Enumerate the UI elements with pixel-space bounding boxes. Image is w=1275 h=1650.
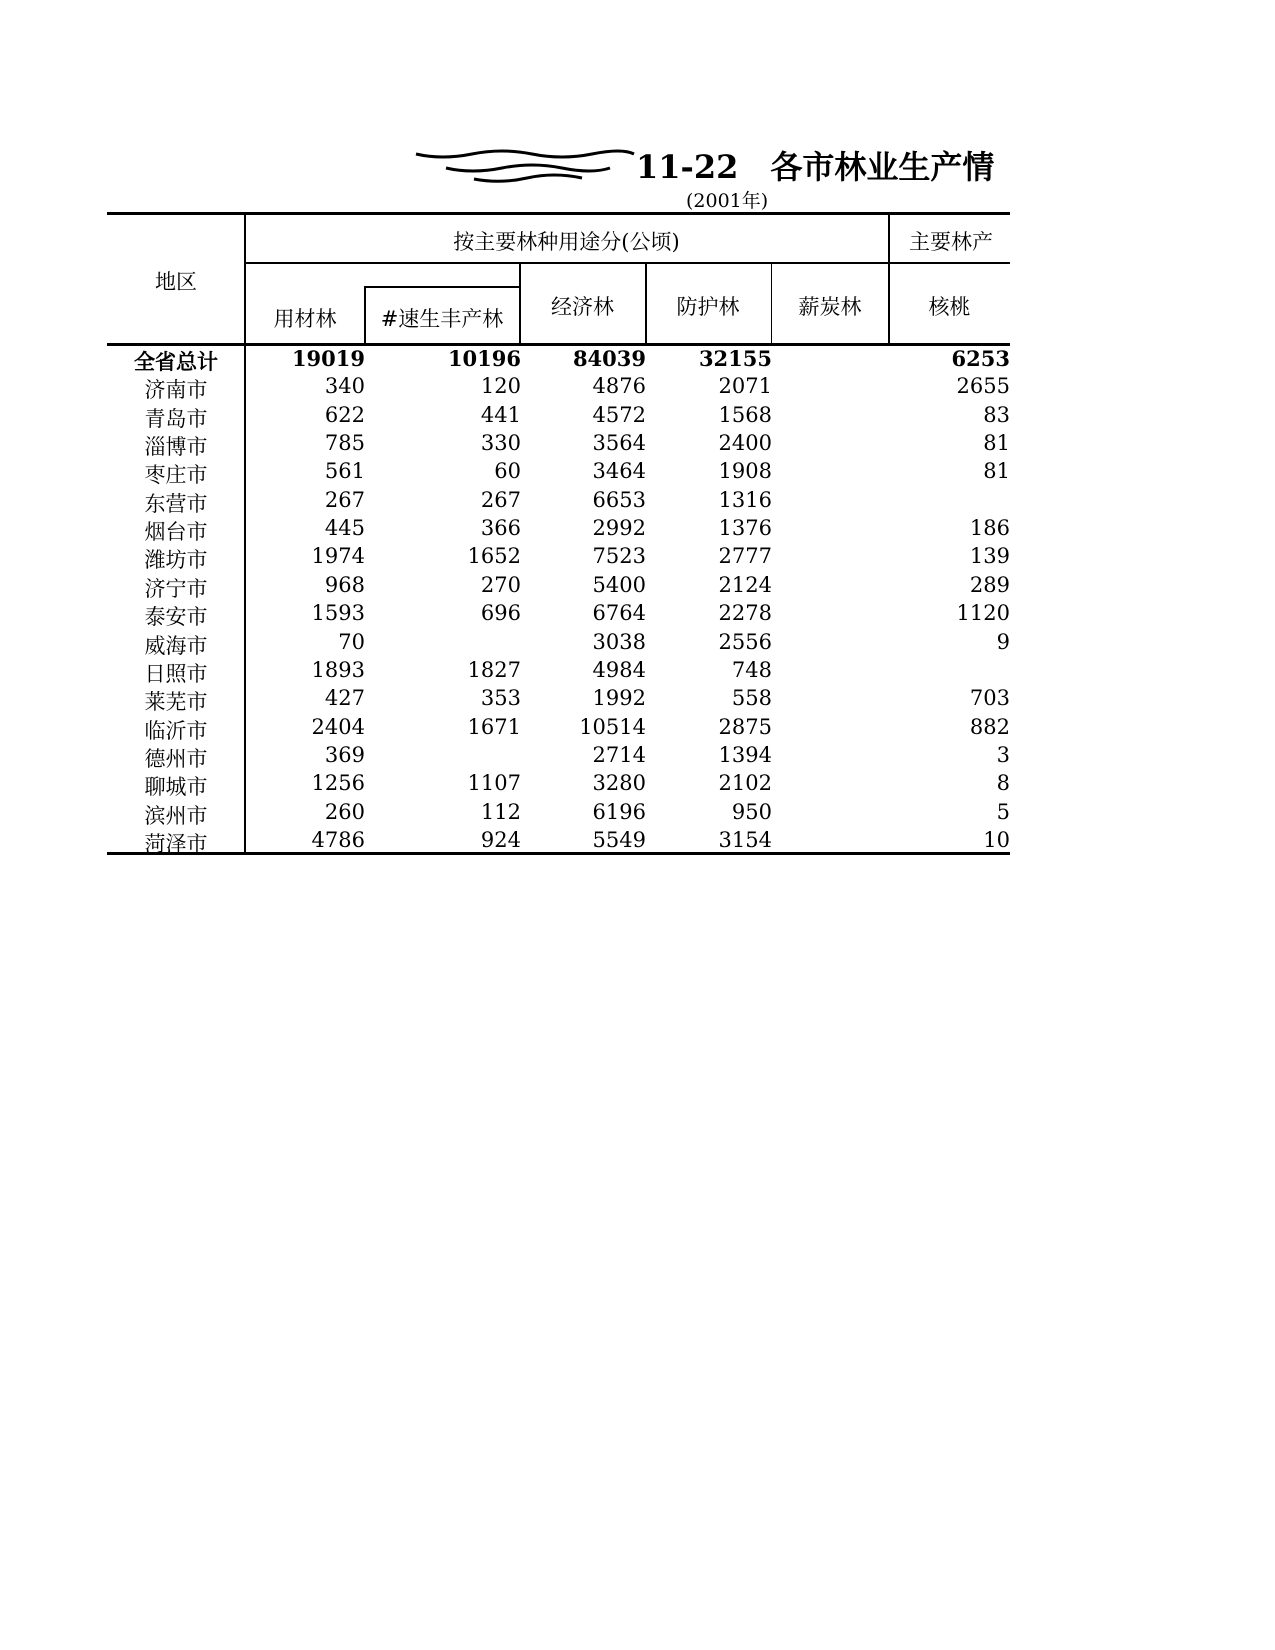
table-row [107,488,1010,516]
region-name: 滨州市 [144,803,208,828]
cell-value: 924 [480,827,521,852]
cell-value: 267 [324,487,365,512]
header-timber-forest: 用材林 [273,307,337,331]
cell-value: 1908 [718,459,772,484]
cell-value: 445 [324,516,365,541]
region-name: 济宁市 [144,576,208,601]
region-name: 青岛市 [144,406,208,431]
cell-value: 270 [480,572,521,597]
table-row [107,601,1010,629]
cell-value: 1974 [311,544,365,569]
cell-value: 81 [983,459,1010,484]
cell-value: 2102 [718,771,772,796]
cell-value: 4984 [592,657,646,682]
cell-value: 2124 [718,572,772,597]
cell-value: 3038 [592,629,646,654]
cell-value: 3564 [592,431,646,456]
cell-value: 2071 [718,374,772,399]
cell-value: 882 [969,714,1010,739]
cell-value: 6196 [592,799,646,824]
cell-value: 696 [480,601,521,626]
cell-value: 561 [324,459,365,484]
table-row-total [107,346,1010,374]
cell-value: 2875 [718,714,772,739]
region-name: 济南市 [144,378,208,403]
table-row [107,544,1010,572]
cell-value: 1394 [718,742,772,767]
table-row [107,828,1010,856]
region-name: 临沂市 [144,718,208,743]
cell-value: 1671 [467,714,521,739]
cell-value: 139 [969,544,1010,569]
header-region: 地区 [155,270,197,294]
region-name: 全省总计 [134,349,218,374]
cell-value: 2777 [718,544,772,569]
cell-value: 5400 [592,572,646,597]
cell-value: 427 [324,686,365,711]
cell-value: 186 [969,516,1010,541]
table-row [107,771,1010,799]
table-row [107,686,1010,714]
top-rule [107,212,1010,215]
sub-rule [364,286,520,288]
cell-value: 1893 [311,657,365,682]
header-fast-growing-forest: #速生丰产林 [380,307,504,331]
cell-value: 120 [480,374,521,399]
region-name: 日照市 [144,661,208,686]
cell-value: 1316 [718,487,772,512]
table-row [107,800,1010,828]
region-name: 淄博市 [144,435,208,460]
cell-value: 6653 [592,487,646,512]
cell-value: 2400 [718,431,772,456]
cell-value: 558 [731,686,772,711]
cell-value: 1120 [956,601,1010,626]
cell-value: 3280 [592,771,646,796]
cell-value: 4572 [592,402,646,427]
cell-value: 289 [969,572,1010,597]
cell-value: 10196 [447,346,521,371]
cell-value: 70 [338,629,365,654]
cell-value: 1376 [718,516,772,541]
region-name: 东营市 [144,491,208,516]
table-subtitle: (2001年) [686,190,769,212]
cell-value: 366 [480,516,521,541]
cell-value: 7523 [592,544,646,569]
header-economic-forest: 经济林 [551,295,614,319]
table-row [107,658,1010,686]
region-name: 潍坊市 [144,548,208,573]
region-name: 烟台市 [144,520,208,545]
cell-value: 369 [324,742,365,767]
header-group-forest-use: 按主要林种用途分(公顷) [453,230,680,254]
region-name: 泰安市 [144,605,208,630]
table-row [107,630,1010,658]
cell-value: 84039 [572,346,646,371]
table-row [107,459,1010,487]
table-row [107,374,1010,402]
cell-value: 968 [324,572,365,597]
cell-value: 3154 [718,827,772,852]
table-row [107,431,1010,459]
table-row [107,403,1010,431]
cell-value: 2992 [592,516,646,541]
table-row [107,743,1010,771]
cell-value: 748 [731,657,772,682]
cell-value: 4876 [592,374,646,399]
cell-value: 1992 [592,686,646,711]
cell-value: 112 [480,799,521,824]
header-group-forest-products: 主要林产 [909,230,993,254]
cell-value: 353 [480,686,521,711]
cell-value: 330 [480,431,521,456]
group-rule [245,262,1010,264]
cell-value: 1593 [311,601,365,626]
cell-value: 2556 [718,629,772,654]
header-walnut: 核桃 [928,295,971,319]
cell-value: 83 [983,402,1010,427]
region-name: 枣庄市 [144,463,208,488]
cell-value: 3 [996,742,1010,767]
region-name: 菏泽市 [144,831,208,856]
cell-value: 340 [324,374,365,399]
cell-value: 267 [480,487,521,512]
cell-value: 2655 [956,374,1010,399]
region-name: 德州市 [144,746,208,771]
cell-value: 9 [996,629,1010,654]
cell-value: 8 [996,771,1010,796]
cell-value: 81 [983,431,1010,456]
header-protection-forest: 防护林 [676,295,740,319]
region-name: 威海市 [144,633,208,658]
header-firewood-forest: 薪炭林 [798,295,862,319]
region-name: 莱芜市 [144,690,208,715]
cell-value: 703 [969,686,1010,711]
cell-value: 260 [324,799,365,824]
cell-value: 60 [494,459,521,484]
cell-value: 4786 [311,827,365,852]
wave-decoration-icon [412,148,637,184]
cell-value: 441 [480,402,521,427]
cell-value: 950 [731,799,772,824]
table-title: 11-22 各市林业生产情 [636,148,995,186]
cell-value: 5 [996,799,1010,824]
cell-value: 3464 [592,459,646,484]
region-name: 聊城市 [144,775,208,800]
cell-value: 1107 [467,771,521,796]
cell-value: 2278 [718,601,772,626]
cell-value: 1827 [467,657,521,682]
cell-value: 5549 [592,827,646,852]
cell-value: 10514 [579,714,646,739]
cell-value: 1652 [467,544,521,569]
table-row [107,516,1010,544]
cell-value: 2404 [311,714,365,739]
cell-value: 1568 [718,402,772,427]
cell-value: 6764 [592,601,646,626]
cell-value: 785 [324,431,365,456]
cell-value: 6253 [951,346,1010,371]
table-row [107,573,1010,601]
cell-value: 10 [983,827,1010,852]
cell-value: 1256 [311,771,365,796]
cell-value: 622 [324,402,365,427]
cell-value: 2714 [592,742,646,767]
table-row [107,715,1010,743]
cell-value: 19019 [291,346,365,371]
cell-value: 32155 [698,346,772,371]
